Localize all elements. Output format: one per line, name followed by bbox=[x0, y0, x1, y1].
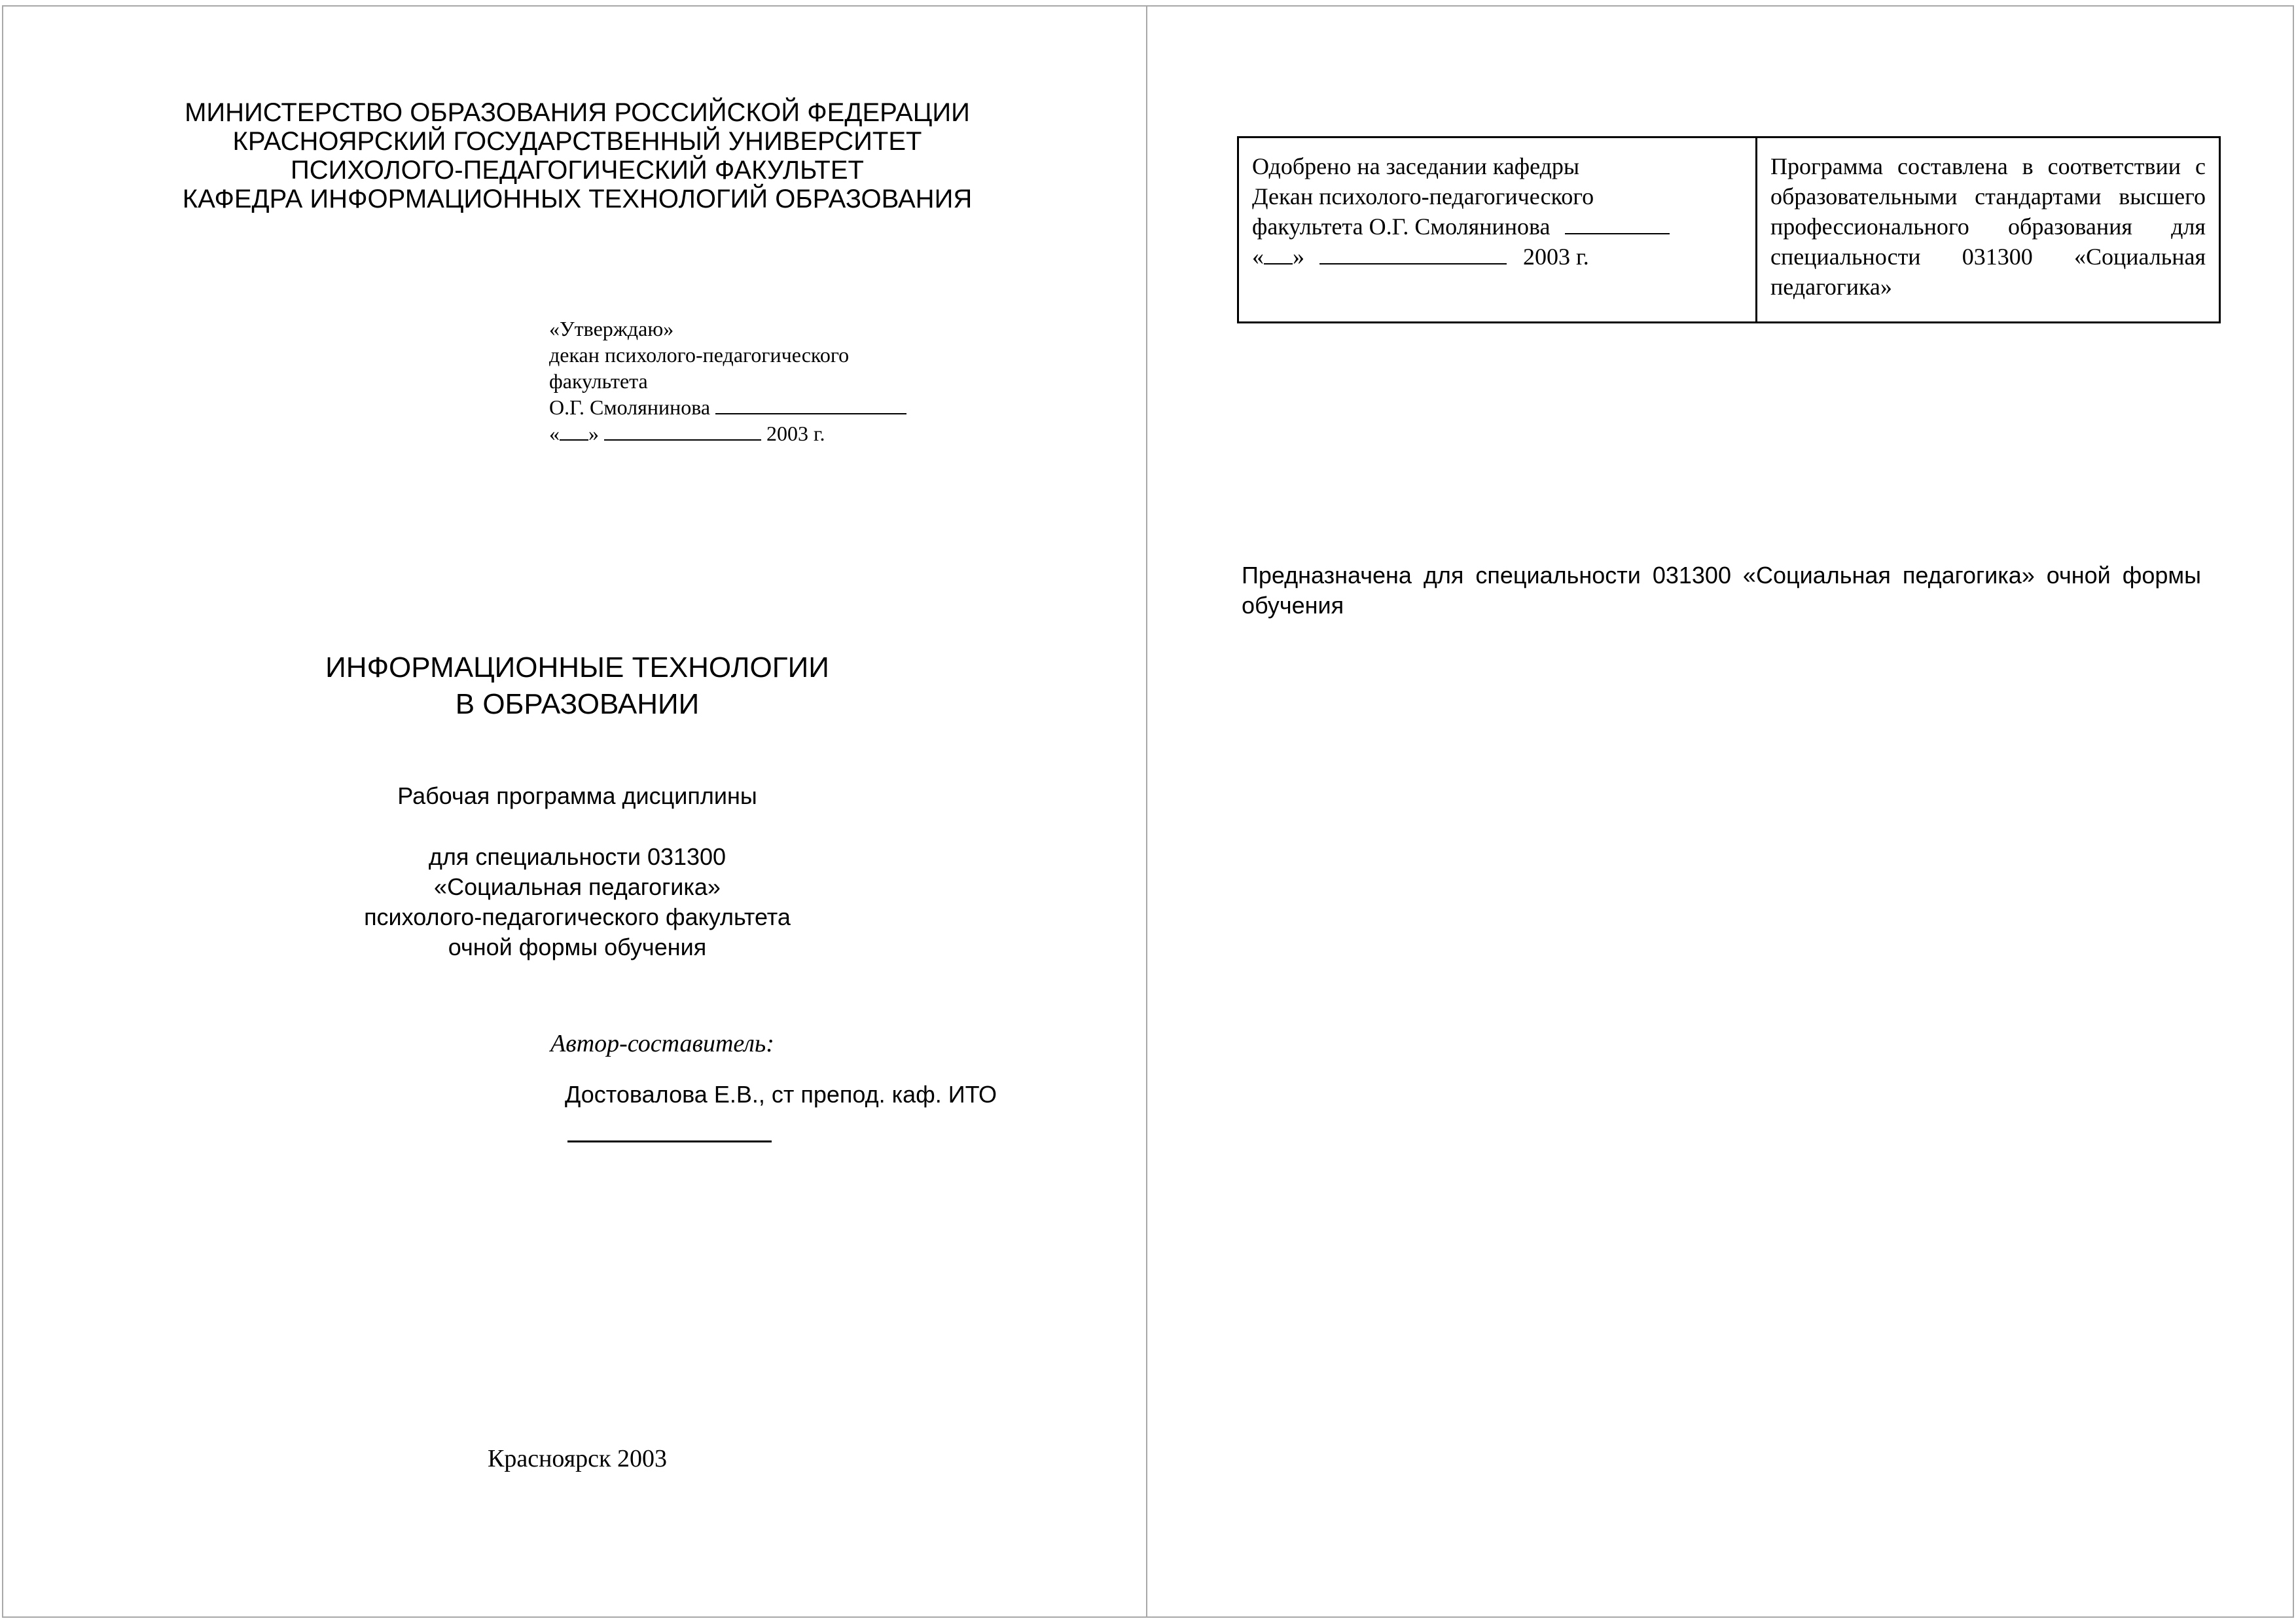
department-approval-line-1: Одобрено на заседании кафедры bbox=[1252, 153, 1580, 179]
department-approval-cell bbox=[1238, 137, 1757, 323]
specialty-line-2: «Социальная педагогика» bbox=[434, 873, 721, 900]
title-page bbox=[2, 5, 1150, 1618]
month-blank bbox=[1319, 263, 1507, 264]
approval-table bbox=[1237, 136, 2221, 323]
author-name: Достовалова Е.В., ст препод. каф. ИТО bbox=[565, 1081, 997, 1108]
document-type: Рабочая программа дисциплины bbox=[397, 782, 757, 809]
approval-heading: «Утверждаю» bbox=[549, 317, 674, 340]
specialty-line-1: для специальности 031300 bbox=[428, 843, 726, 870]
header-line-faculty: ПСИХОЛОГО-ПЕДАГОГИЧЕСКИЙ ФАКУЛЬТЕТ bbox=[291, 156, 864, 185]
specialty-line-4: очной формы обучения bbox=[448, 934, 707, 960]
day-blank bbox=[560, 439, 588, 441]
author-label: Автор-составитель: bbox=[550, 1030, 774, 1057]
approval-year: 2003 г. bbox=[766, 422, 825, 445]
purpose-statement: Предназначена для специальности 031300 «Социальная педагогика» очной формы обучения bbox=[1242, 562, 2201, 619]
course-title bbox=[3, 649, 1151, 723]
header-line-university: КРАСНОЯРСКИЙ ГОСУДАРСТВЕННЫЙ УНИВЕРСИТЕТ bbox=[232, 127, 922, 156]
day-blank bbox=[1264, 263, 1293, 264]
table-row bbox=[1238, 137, 2220, 323]
approval-block bbox=[549, 316, 906, 447]
header-line-department: КАФЕДРА ИНФОРМАЦИОННЫХ ТЕХНОЛОГИЙ ОБРАЗОВАНИЯ bbox=[182, 185, 973, 213]
approval-dean-title: декан психолого-педагогического bbox=[549, 343, 850, 367]
standards-compliance-cell: Программа составлена в соответствии с образовательными стандартами высшего профессионального образования для специальности 031300 «Социальная педагогика» bbox=[1757, 137, 2220, 323]
approval-date-line: « » 2003 г. bbox=[549, 422, 825, 445]
course-title-line-2: В ОБРАЗОВАНИИ bbox=[455, 688, 700, 720]
approval-dean-name: О.Г. Смолянинова bbox=[549, 395, 711, 419]
institution-header bbox=[3, 98, 1151, 213]
department-approval-year: 2003 г. bbox=[1523, 244, 1589, 270]
reverse-page bbox=[1146, 5, 2294, 1618]
department-approval-line-3: факультета О.Г. Смолянинова bbox=[1252, 211, 1742, 242]
specialty-line-3: психолого-педагогического факультета bbox=[364, 903, 791, 930]
city-year: Красноярск 2003 bbox=[488, 1445, 667, 1472]
approval-signature-line bbox=[549, 394, 906, 420]
specialty-block bbox=[3, 842, 1151, 962]
author-signature-line bbox=[567, 1140, 772, 1142]
signature-blank bbox=[715, 412, 906, 414]
signature-blank bbox=[1565, 232, 1670, 234]
header-line-ministry: МИНИСТЕРСТВО ОБРАЗОВАНИЯ РОССИЙСКОЙ ФЕДЕРАЦИИ bbox=[185, 98, 970, 127]
month-blank bbox=[604, 439, 761, 441]
department-approval-date: « » 2003 г. bbox=[1252, 244, 1589, 270]
course-title-line-1: ИНФОРМАЦИОННЫЕ ТЕХНОЛОГИИ bbox=[325, 651, 829, 684]
department-approval-line-2: Декан психолого-педагогического bbox=[1252, 183, 1594, 210]
approval-faculty: факультета bbox=[549, 369, 648, 393]
